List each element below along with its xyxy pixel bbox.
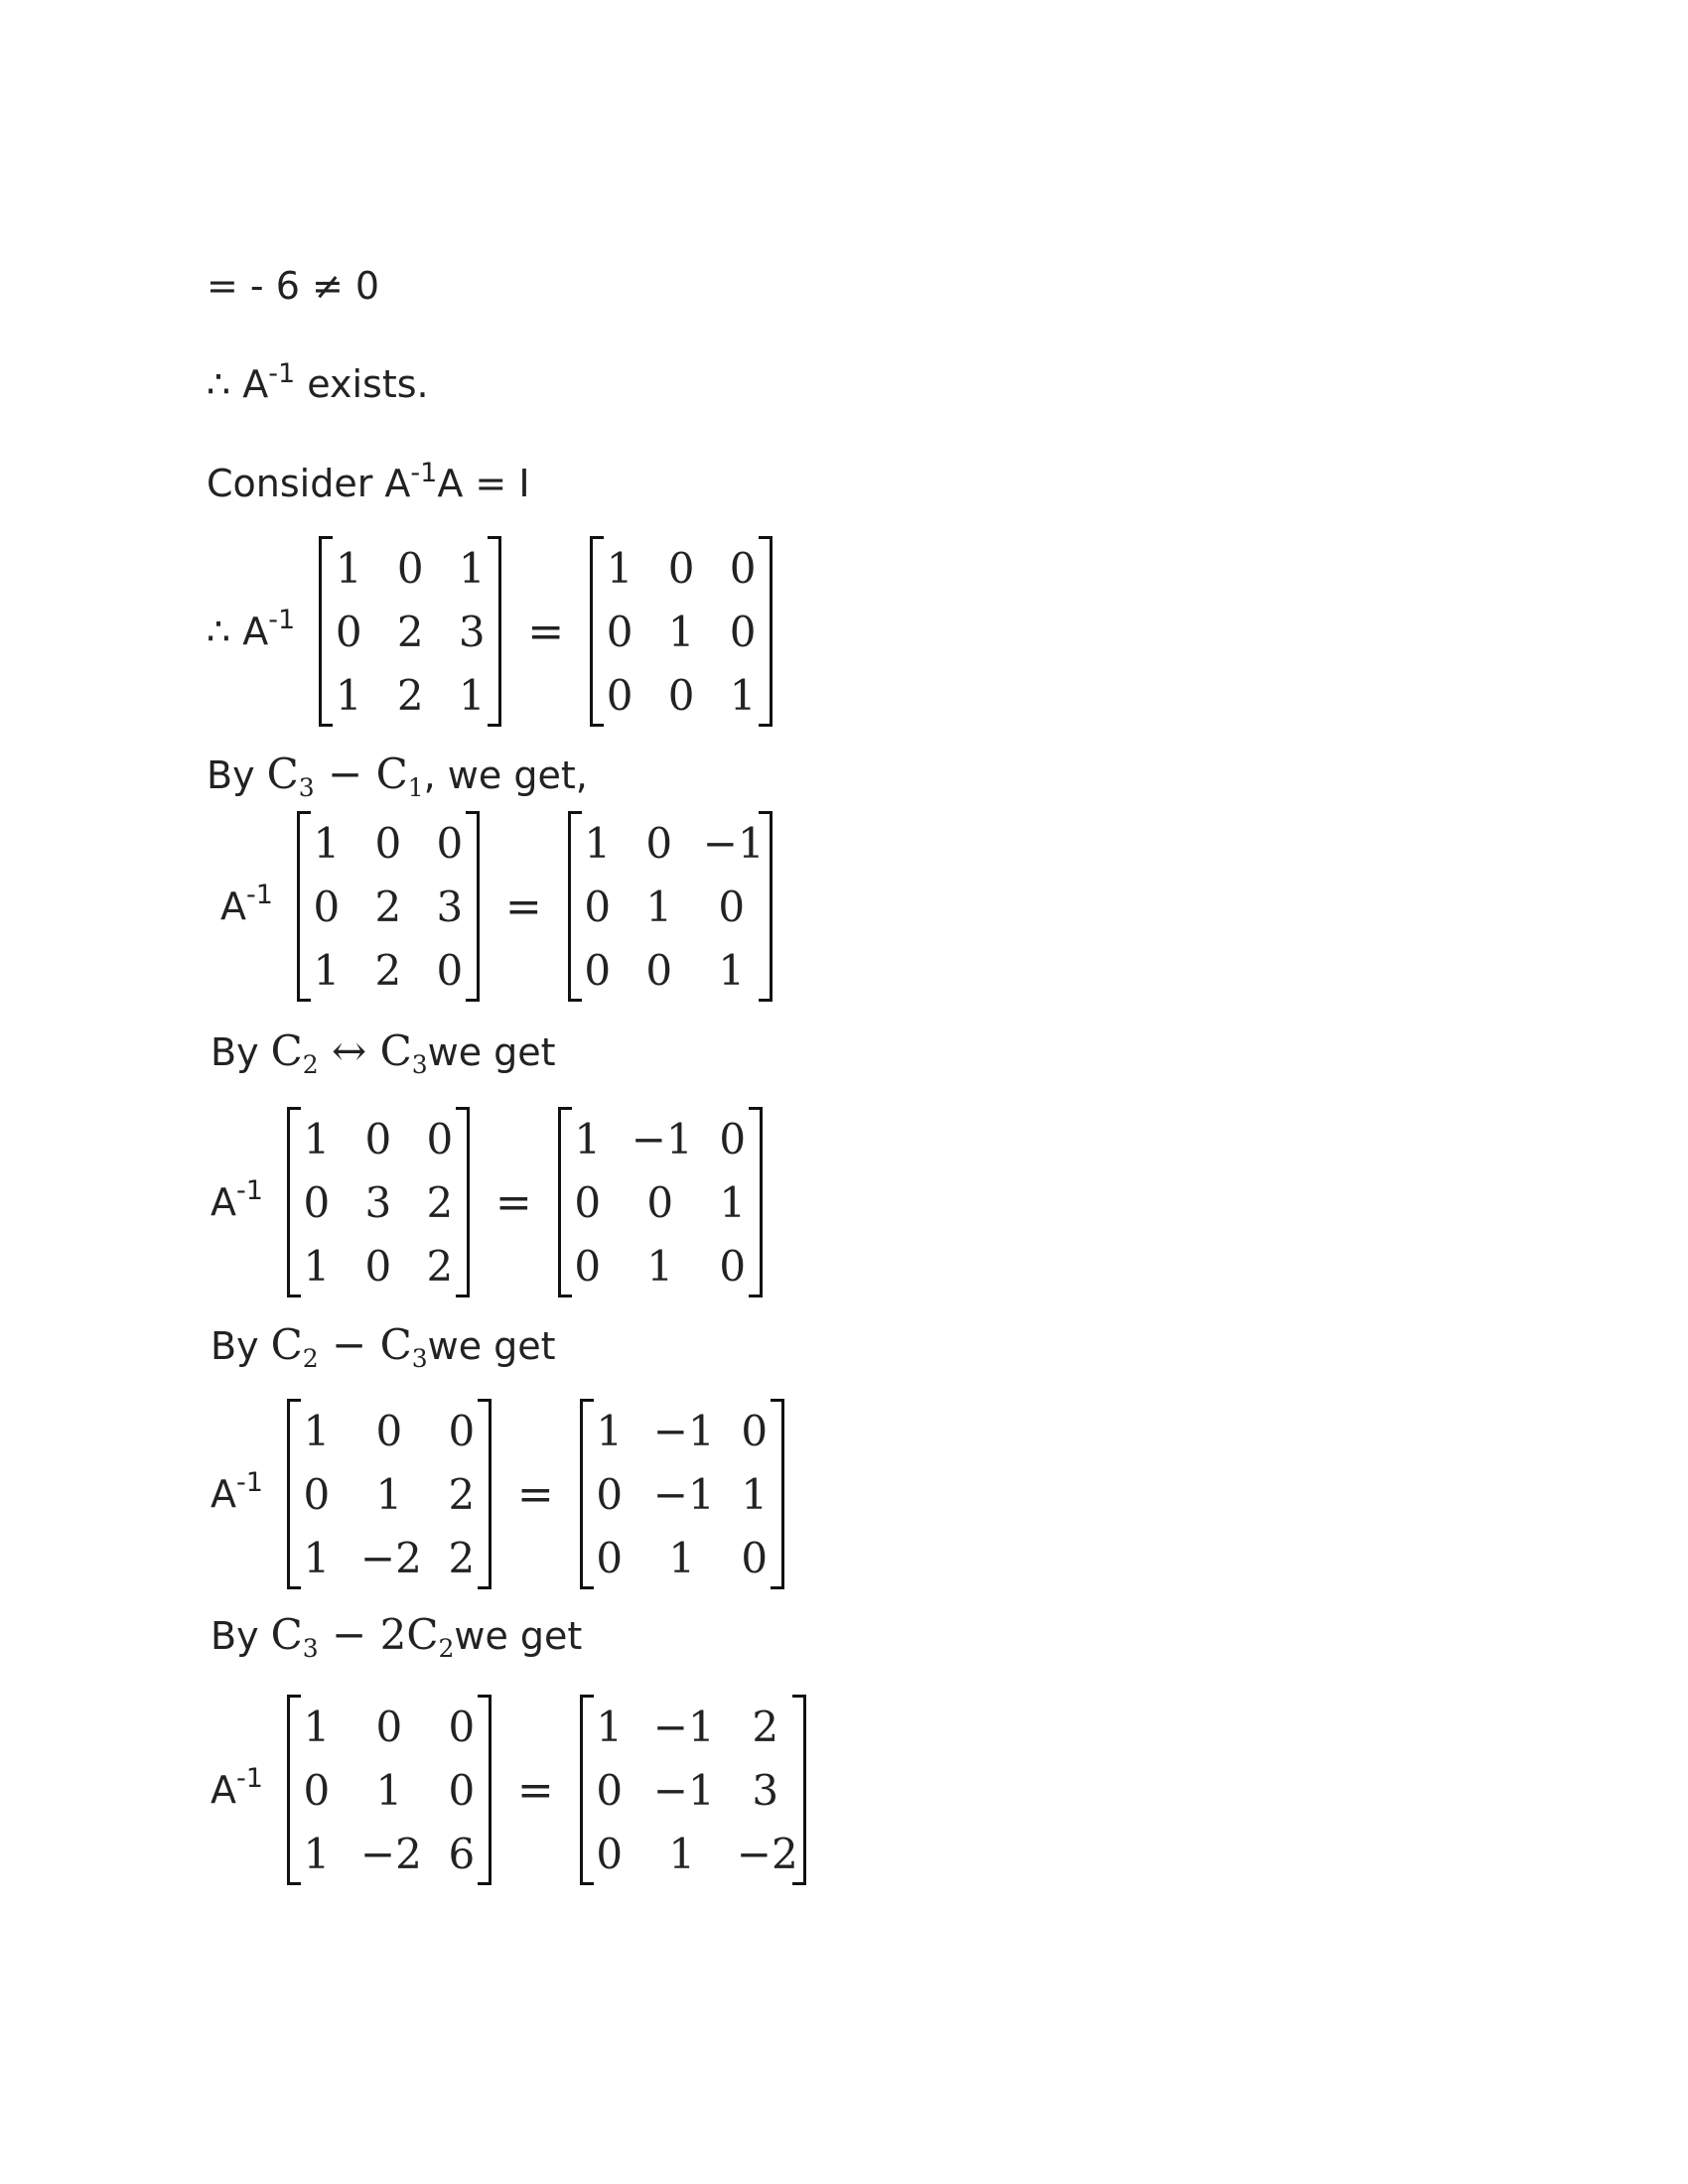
matrix-cell: 0 bbox=[645, 945, 673, 995]
column-b-sub: 1 bbox=[407, 773, 424, 802]
matrix-cell: 2 bbox=[752, 1702, 779, 1751]
step-tail: we get bbox=[427, 1030, 556, 1074]
matrix-cell: 0 bbox=[303, 1177, 331, 1227]
lead-text: A bbox=[211, 1180, 236, 1224]
matrix-cell: 1 bbox=[313, 945, 341, 995]
matrix-cell: 0 bbox=[646, 1177, 674, 1227]
matrix-cell: 2 bbox=[374, 882, 402, 931]
consider-prefix: Consider A bbox=[207, 462, 411, 505]
matrix-cell: −1 bbox=[652, 1765, 715, 1815]
matrix-cell: 3 bbox=[436, 882, 464, 931]
matrix-cell: 1 bbox=[606, 543, 633, 593]
matrix-cell: 1 bbox=[596, 1702, 624, 1751]
consider-line bbox=[207, 459, 530, 508]
matrix-cell: 0 bbox=[303, 1469, 331, 1519]
matrix-cell: 2 bbox=[448, 1469, 476, 1519]
column-a-sub: 3 bbox=[302, 1634, 319, 1663]
matrix-cell: 0 bbox=[436, 818, 464, 868]
exists-prefix: ∴ A bbox=[207, 362, 269, 406]
matrix-cell: −2 bbox=[736, 1829, 798, 1878]
matrix-cell: 1 bbox=[303, 1406, 331, 1455]
matrix-cell: 0 bbox=[645, 818, 673, 868]
matrix-cell: −2 bbox=[359, 1829, 422, 1878]
matrix-cell: 1 bbox=[668, 1533, 696, 1582]
column-a-sub: 2 bbox=[302, 1344, 319, 1373]
matrix-cell: 0 bbox=[574, 1241, 602, 1291]
matrix-cell: 0 bbox=[448, 1406, 476, 1455]
matrix-cell: 0 bbox=[574, 1177, 602, 1227]
lead-sup: -1 bbox=[236, 1467, 263, 1498]
matrix-cell: 0 bbox=[584, 882, 612, 931]
matrix-cell: 0 bbox=[313, 882, 341, 931]
left-matrix bbox=[297, 811, 480, 1002]
column-operator: − bbox=[314, 750, 376, 798]
equation-5 bbox=[211, 1696, 806, 1884]
matrix-cell: 1 bbox=[667, 607, 695, 656]
step-tail: we get bbox=[454, 1614, 583, 1658]
matrix-cell: 1 bbox=[303, 1533, 331, 1582]
left-matrix bbox=[287, 1399, 492, 1589]
matrix-cell: 3 bbox=[752, 1765, 779, 1815]
matrix-cell: 0 bbox=[396, 543, 424, 593]
lead-text: A bbox=[220, 885, 246, 928]
lead-sup: -1 bbox=[236, 1763, 263, 1794]
step-3-line bbox=[211, 1320, 556, 1371]
column-a: C bbox=[266, 750, 299, 798]
matrix-cell: 0 bbox=[667, 670, 695, 720]
matrix-cell: 1 bbox=[596, 1406, 624, 1455]
matrix-cell: 1 bbox=[303, 1241, 331, 1291]
inverse-exists-line bbox=[207, 359, 429, 409]
matrix-cell: 1 bbox=[303, 1114, 331, 1163]
matrix-cell: 0 bbox=[729, 607, 757, 656]
equation-lead bbox=[220, 880, 273, 928]
step-by: By bbox=[211, 1324, 271, 1368]
column-operator: − bbox=[318, 1610, 380, 1659]
lead-text: ∴ A bbox=[207, 610, 269, 653]
matrix-cell: 1 bbox=[303, 1829, 331, 1878]
equals-sign: = bbox=[516, 1764, 554, 1816]
lead-text: A bbox=[211, 1768, 236, 1812]
exists-sup: -1 bbox=[268, 358, 296, 389]
matrix-cell: 0 bbox=[364, 1114, 392, 1163]
left-matrix bbox=[287, 1107, 470, 1297]
step-tail: , we get, bbox=[423, 753, 588, 797]
matrix-cell: 1 bbox=[741, 1469, 769, 1519]
equation-3 bbox=[211, 1108, 763, 1297]
matrix-cell: 1 bbox=[335, 543, 362, 593]
matrix-cell: 1 bbox=[574, 1114, 602, 1163]
right-matrix bbox=[580, 1399, 784, 1589]
matrix-cell: 2 bbox=[374, 945, 402, 995]
matrix-cell: −1 bbox=[652, 1406, 715, 1455]
step-by: By bbox=[207, 753, 267, 797]
matrix-cell: 0 bbox=[303, 1765, 331, 1815]
matrix-cell: 3 bbox=[364, 1177, 392, 1227]
matrix-cell: 0 bbox=[606, 670, 633, 720]
column-operator: − bbox=[318, 1320, 380, 1369]
equation-lead bbox=[211, 1175, 263, 1224]
matrix-cell: 1 bbox=[375, 1765, 403, 1815]
equals-sign: = bbox=[504, 881, 542, 932]
lead-sup: -1 bbox=[268, 605, 296, 635]
matrix-cell: 2 bbox=[426, 1241, 454, 1291]
matrix-cell: 1 bbox=[718, 945, 746, 995]
matrix-cell: 6 bbox=[448, 1829, 476, 1878]
matrix-cell: 0 bbox=[375, 1702, 403, 1751]
matrix-cell: 2 bbox=[396, 670, 424, 720]
matrix-cell: 0 bbox=[584, 945, 612, 995]
column-operator: ↔ bbox=[318, 1026, 380, 1075]
matrix-cell: −1 bbox=[631, 1114, 693, 1163]
matrix-cell: 1 bbox=[458, 543, 486, 593]
matrix-cell: 0 bbox=[426, 1114, 454, 1163]
matrix-cell: 1 bbox=[458, 670, 486, 720]
matrix-cell: 0 bbox=[596, 1469, 624, 1519]
column-b: C bbox=[375, 750, 408, 798]
consider-sup: -1 bbox=[410, 458, 438, 488]
right-matrix bbox=[580, 1695, 806, 1885]
matrix-cell: 0 bbox=[718, 882, 746, 931]
column-b: C bbox=[379, 1026, 412, 1075]
matrix-cell: 2 bbox=[396, 607, 424, 656]
matrix-cell: 0 bbox=[436, 945, 464, 995]
matrix-cell: 1 bbox=[668, 1829, 696, 1878]
step-by: By bbox=[211, 1030, 271, 1074]
column-a: C bbox=[270, 1026, 303, 1075]
matrix-cell: 0 bbox=[741, 1406, 769, 1455]
matrix-cell: 3 bbox=[458, 607, 486, 656]
column-b: C bbox=[379, 1320, 412, 1369]
step-by: By bbox=[211, 1614, 271, 1658]
matrix-cell: 0 bbox=[364, 1241, 392, 1291]
step-tail: we get bbox=[427, 1324, 556, 1368]
equation-1 bbox=[207, 537, 773, 726]
exists-suffix: exists. bbox=[295, 362, 429, 406]
determinant-line bbox=[207, 261, 379, 311]
matrix-cell: 0 bbox=[448, 1765, 476, 1815]
matrix-cell: 1 bbox=[313, 818, 341, 868]
matrix-cell: 0 bbox=[719, 1114, 747, 1163]
column-b-sub: 2 bbox=[438, 1634, 455, 1663]
equals-sign: = bbox=[527, 606, 565, 657]
matrix-cell: 0 bbox=[729, 543, 757, 593]
left-matrix bbox=[319, 536, 501, 727]
matrix-cell: 0 bbox=[335, 607, 362, 656]
matrix-cell: 0 bbox=[375, 1406, 403, 1455]
lead-sup: -1 bbox=[246, 880, 273, 910]
lead-sup: -1 bbox=[236, 1175, 263, 1206]
equation-lead bbox=[211, 1467, 263, 1516]
matrix-cell: 0 bbox=[596, 1533, 624, 1582]
matrix-cell: 0 bbox=[667, 543, 695, 593]
matrix-cell: 1 bbox=[719, 1177, 747, 1227]
matrix-cell: 1 bbox=[646, 1241, 674, 1291]
right-matrix bbox=[558, 1107, 763, 1297]
right-matrix bbox=[590, 536, 773, 727]
matrix-cell: −1 bbox=[652, 1469, 715, 1519]
determinant-text: = - 6 ≠ 0 bbox=[207, 264, 380, 308]
column-a-sub: 3 bbox=[298, 773, 315, 802]
matrix-cell: 1 bbox=[335, 670, 362, 720]
matrix-cell: 1 bbox=[645, 882, 673, 931]
right-matrix bbox=[568, 811, 773, 1002]
left-matrix bbox=[287, 1695, 492, 1885]
matrix-cell: 0 bbox=[596, 1765, 624, 1815]
lead-text: A bbox=[211, 1472, 236, 1516]
column-a: C bbox=[270, 1610, 303, 1659]
matrix-cell: 0 bbox=[606, 607, 633, 656]
column-b: 2C bbox=[379, 1610, 439, 1659]
matrix-cell: 2 bbox=[448, 1533, 476, 1582]
matrix-cell: −2 bbox=[359, 1533, 422, 1582]
matrix-cell: 0 bbox=[741, 1533, 769, 1582]
matrix-cell: 0 bbox=[374, 818, 402, 868]
column-a: C bbox=[270, 1320, 303, 1369]
column-a-sub: 2 bbox=[302, 1050, 319, 1079]
step-1-line bbox=[207, 750, 588, 800]
equation-4 bbox=[211, 1400, 784, 1588]
equation-lead bbox=[207, 605, 296, 653]
matrix-cell: 1 bbox=[729, 670, 757, 720]
matrix-cell: 2 bbox=[426, 1177, 454, 1227]
column-b-sub: 3 bbox=[411, 1050, 428, 1079]
matrix-cell: 1 bbox=[303, 1702, 331, 1751]
step-2-line bbox=[211, 1026, 556, 1077]
matrix-cell: 0 bbox=[596, 1829, 624, 1878]
equals-sign: = bbox=[494, 1176, 532, 1228]
matrix-cell: −1 bbox=[702, 818, 765, 868]
matrix-cell: 0 bbox=[719, 1241, 747, 1291]
matrix-cell: 1 bbox=[375, 1469, 403, 1519]
matrix-cell: 1 bbox=[584, 818, 612, 868]
equation-2 bbox=[220, 812, 773, 1001]
matrix-cell: −1 bbox=[652, 1702, 715, 1751]
column-b-sub: 3 bbox=[411, 1344, 428, 1373]
step-4-line bbox=[211, 1610, 582, 1661]
equals-sign: = bbox=[516, 1468, 554, 1520]
matrix-cell: 0 bbox=[448, 1702, 476, 1751]
equation-lead bbox=[211, 1763, 263, 1812]
consider-suffix: A = I bbox=[437, 462, 530, 505]
